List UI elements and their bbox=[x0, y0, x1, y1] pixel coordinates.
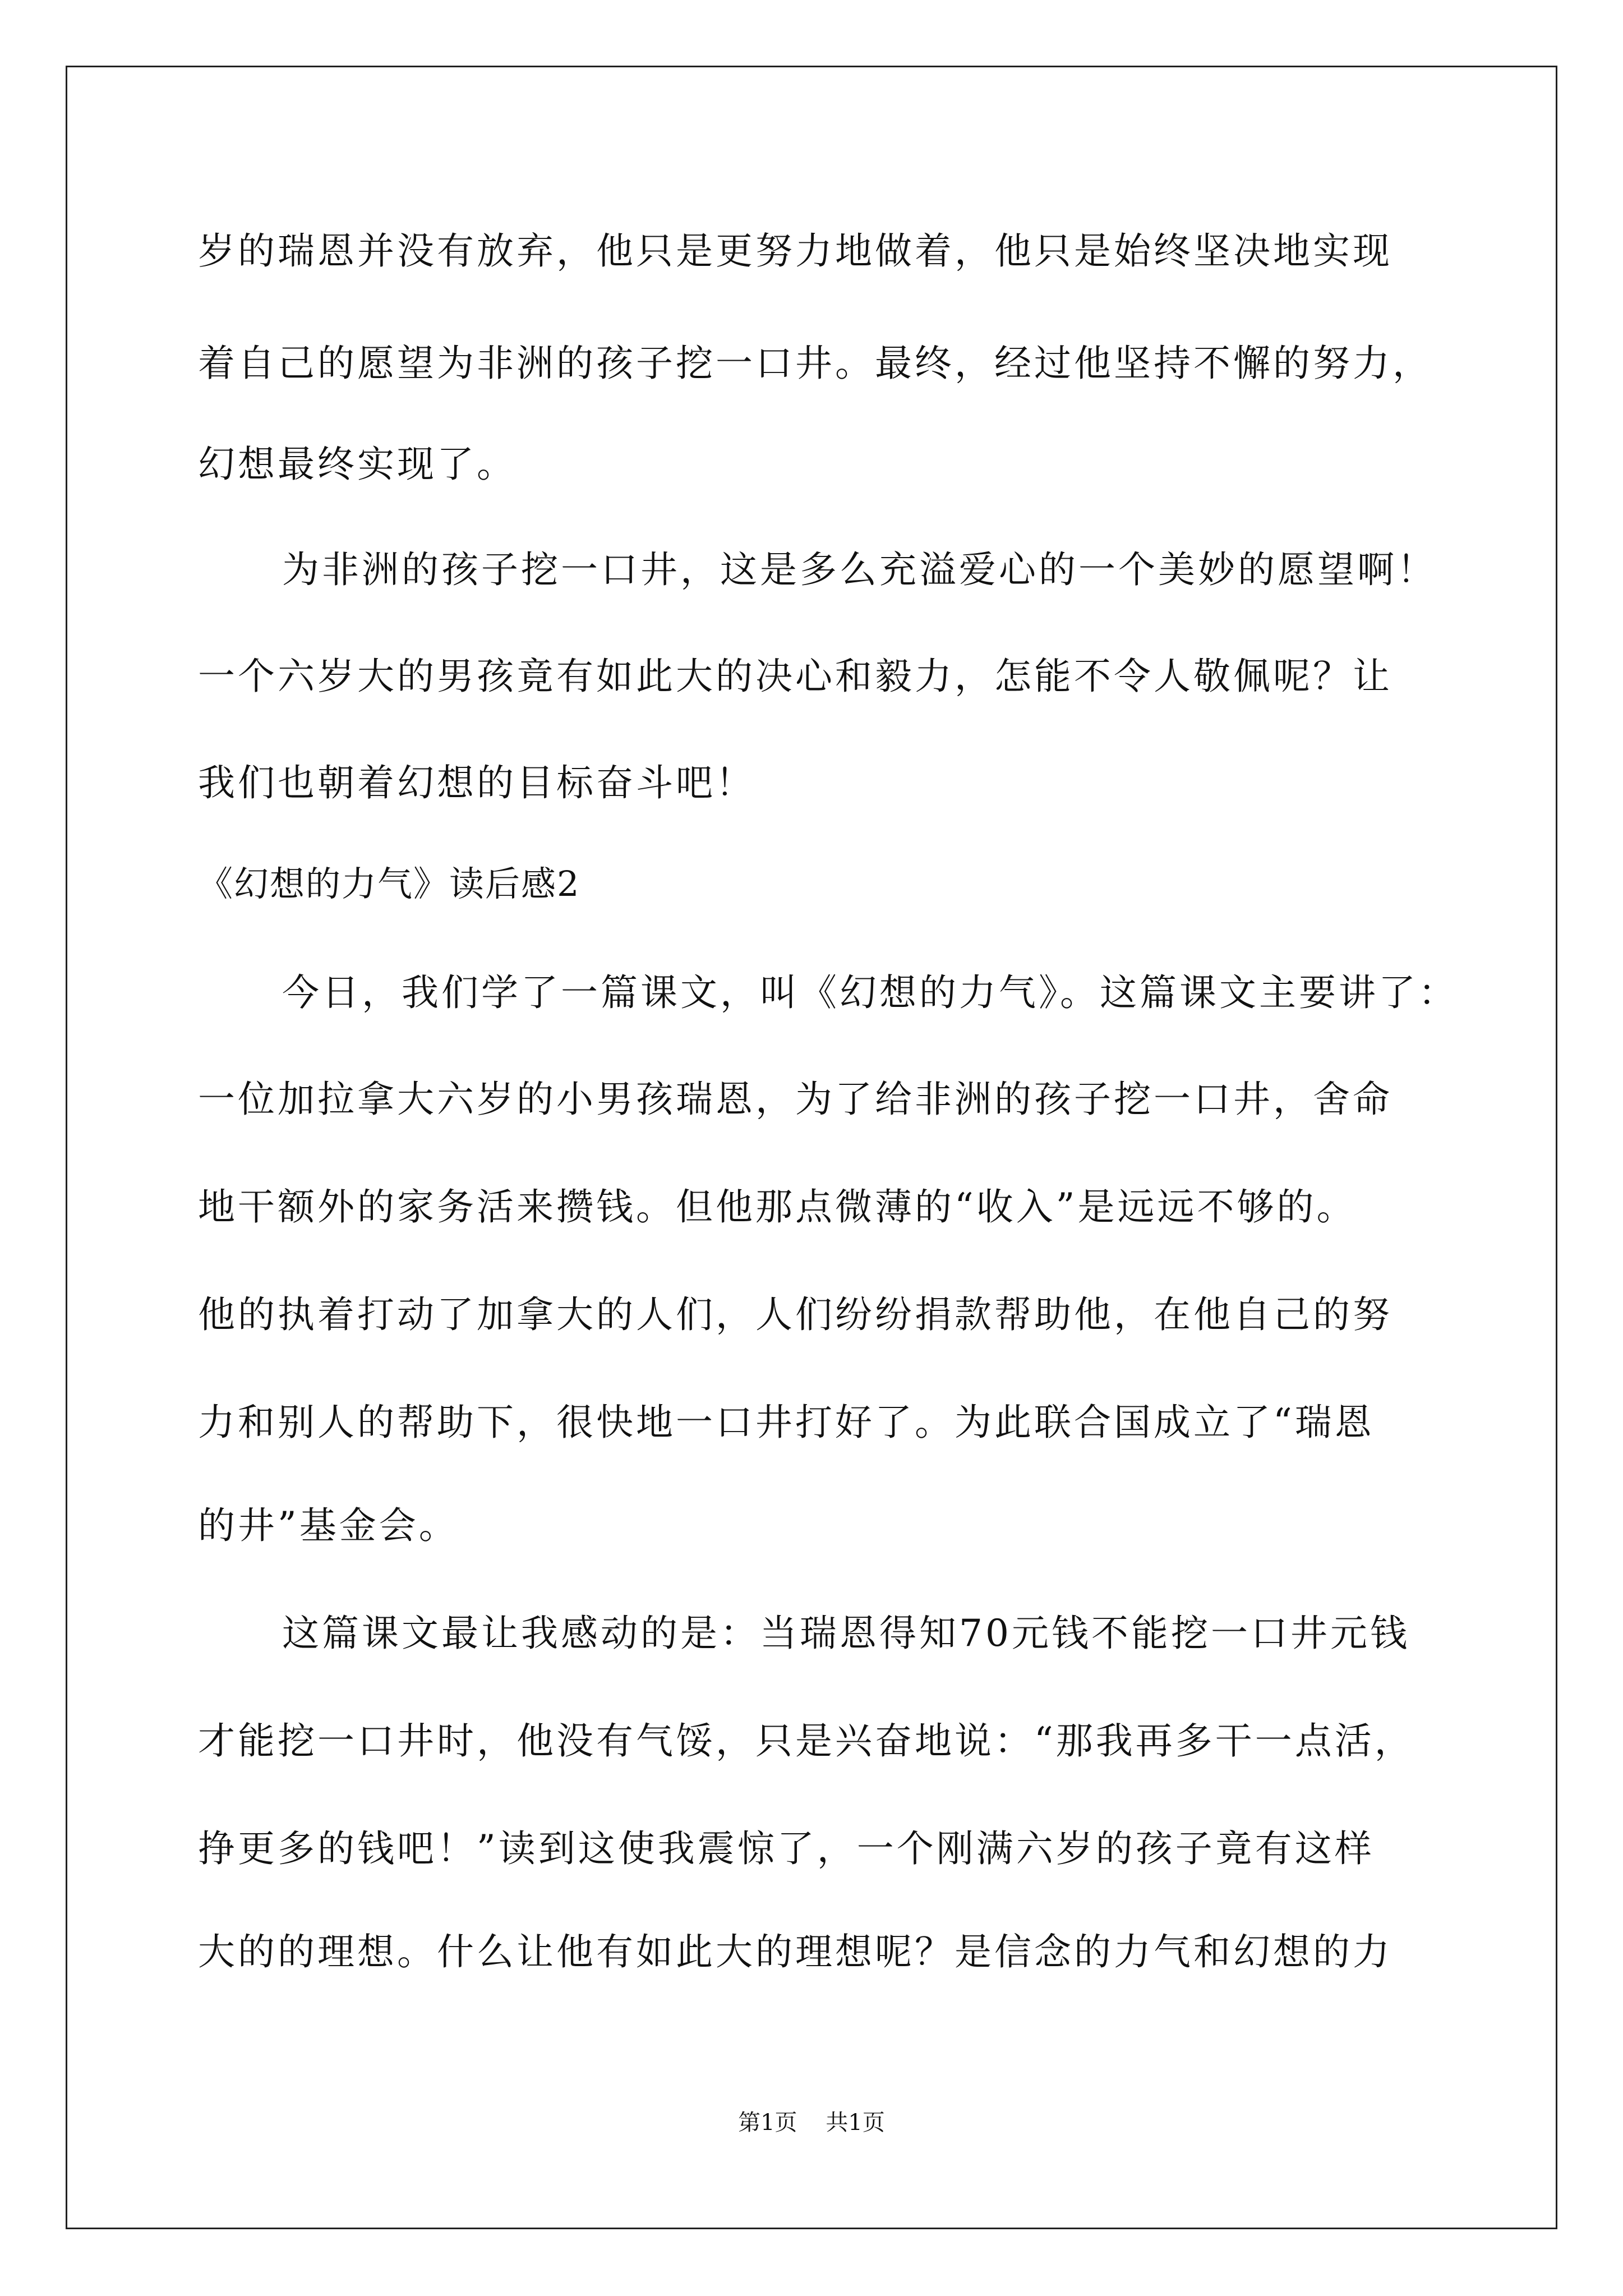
text-line: 岁的瑞恩并没有放弃，他只是更努力地做着，他只是始终坚决地实现 bbox=[198, 229, 1393, 273]
text-line: 我们也朝着幻想的目标奋斗吧！ bbox=[198, 761, 755, 804]
text-line: 地干额外的家务活来攒钱。但他那点微薄的“收入”是远远不够的。 bbox=[198, 1185, 1357, 1228]
text-line: 幻想最终实现了。 bbox=[198, 443, 517, 486]
paragraph-first-line: 这篇课文最让我感动的是：当瑞恩得知70元钱不能挖一口井元钱 bbox=[282, 1612, 1410, 1655]
text-line: 力和别人的帮助下，很快地一口井打好了。为此联合国成立了“瑞恩 bbox=[198, 1401, 1375, 1444]
page-border bbox=[66, 66, 1557, 2229]
paragraph-first-line: 今日，我们学了一篇课文，叫《幻想的力气》。这篇课文主要讲了： bbox=[282, 971, 1458, 1014]
text-line: 着自己的愿望为非洲的孩子挖一口井。最终，经过他坚持不懈的努力， bbox=[198, 342, 1432, 385]
text-line: 一个六岁大的男孩竟有如此大的决心和毅力，怎能不令人敬佩呢？让 bbox=[198, 655, 1393, 698]
text-line: 一位加拉拿大六岁的小男孩瑞恩，为了给非洲的孩子挖一口井，舍命 bbox=[198, 1078, 1393, 1121]
section-heading: 《幻想的力气》读后感2 bbox=[198, 863, 580, 904]
text-line: 挣更多的钱吧！”读到这使我震惊了，一个刚满六岁的孩子竟有这样 bbox=[198, 1827, 1375, 1870]
text-line: 才能挖一口井时，他没有气馁，只是兴奋地说：“那我再多干一点活， bbox=[198, 1719, 1414, 1763]
paragraph-first-line: 为非洲的孩子挖一口井，这是多么充溢爱心的一个美妙的愿望啊！ bbox=[282, 548, 1437, 591]
text-line: 大的的理想。什么让他有如此大的理想呢？是信念的力气和幻想的力 bbox=[198, 1930, 1393, 1973]
text-line: 他的执着打动了加拿大的人们，人们纷纷捐款帮助他，在他自己的努 bbox=[198, 1293, 1393, 1336]
text-line: 的井”基金会。 bbox=[198, 1504, 459, 1547]
page-footer: 第1页 共1页 bbox=[738, 2110, 885, 2136]
